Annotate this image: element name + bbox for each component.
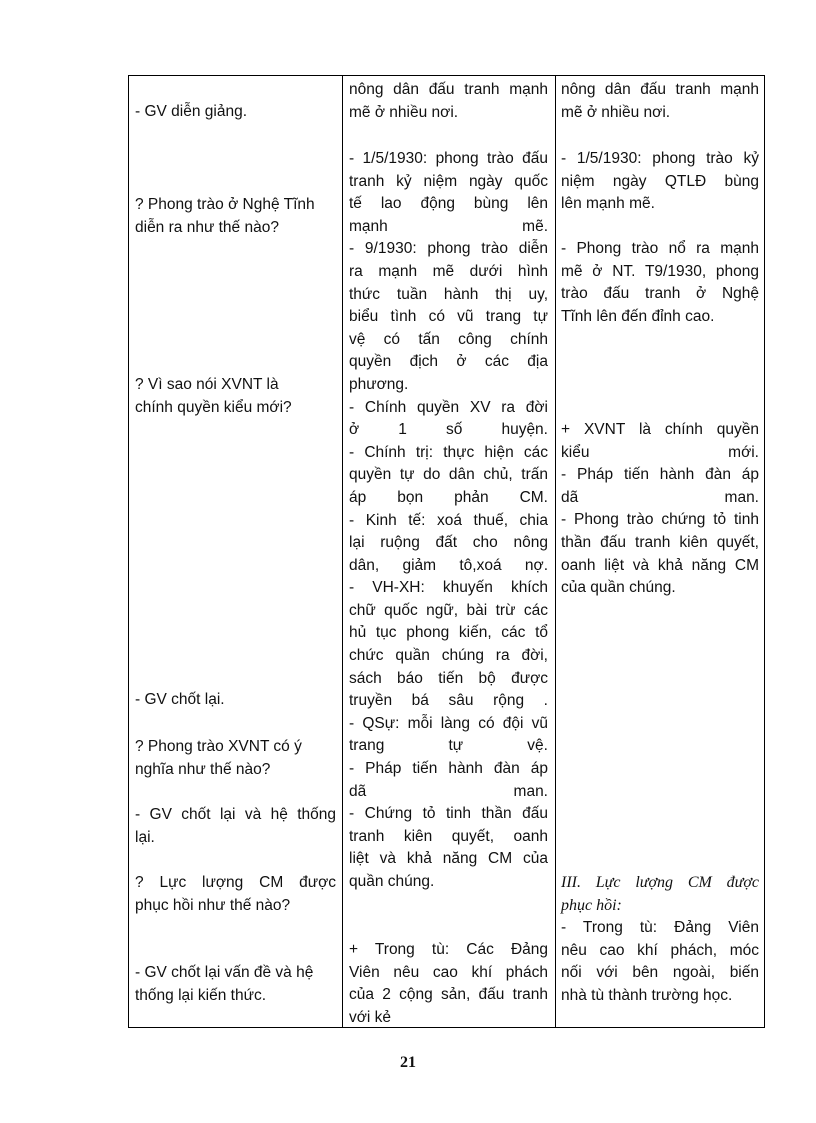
text-line: của 2 cộng sản, đấu tranh [349, 986, 548, 1004]
text-block [349, 148, 548, 894]
text-block [135, 101, 336, 124]
text-line: quần chúng. [349, 873, 435, 890]
text-block [561, 238, 759, 328]
text-line: - VH-XH: khuyến khích [349, 579, 548, 597]
column-divider [342, 76, 343, 1027]
text-line: mạnh mẽ. [349, 217, 548, 235]
text-line: - Trong tù: Đảng Viên [561, 919, 759, 936]
text-line: - GV diễn giảng. [135, 103, 248, 120]
text-line: - Chính trị: thực hiện các [349, 443, 548, 461]
text-line: biểu tình có vũ trang tự [349, 308, 548, 326]
text-block [561, 148, 759, 216]
text-line: dã man. [561, 488, 759, 506]
text-block [349, 79, 548, 124]
text-line: oanh liệt và khả năng CM [561, 556, 759, 574]
lesson-table [128, 75, 765, 1028]
text-line: tranh kiên quyết, oanh [349, 827, 548, 845]
text-line: lại ruộng đất cho nông [349, 534, 548, 552]
text-line: ? Lực lượng CM được [135, 874, 336, 891]
text-line: trào đấu tranh ở Nghệ [561, 285, 759, 303]
text-line: sách báo tiến bộ được [349, 669, 548, 687]
text-block [135, 689, 336, 712]
text-line: lên mạnh mẽ. [561, 195, 655, 213]
text-line: thức tuần hành thị uy, [349, 285, 548, 303]
text-line: III. Lực lượng CM được [561, 874, 759, 891]
text-line: áp bọn phản CM. [349, 488, 548, 506]
text-block [349, 939, 548, 1029]
text-line: - Pháp tiến hành đàn áp [561, 466, 759, 484]
text-line: ? Vì sao nói XVNT là [135, 376, 279, 393]
text-line: niệm ngày QTLĐ bùng [561, 172, 759, 190]
section-heading [561, 872, 759, 917]
text-line: thống lại kiến thức. [135, 986, 267, 1004]
text-line: dân, giảm tô,xoá nợ. [349, 556, 548, 574]
text-block [135, 374, 336, 419]
text-line: ? Phong trào XVNT có ý [135, 738, 302, 755]
text-line: phương. [349, 375, 409, 393]
text-line: - QSự: mỗi làng có đội vũ [349, 714, 548, 732]
text-line: - GV chốt lại vấn đề và hệ [135, 964, 314, 981]
text-line: - Chứng tỏ tinh thần đấu [349, 805, 548, 823]
text-line: hủ tục phong kiến, các tổ [349, 624, 548, 642]
text-line: Viên nêu cao khí phách [349, 963, 548, 981]
text-line: diễn ra như thế nào? [135, 218, 279, 236]
text-line: - Phong trào chứng tỏ tinh [561, 511, 759, 529]
text-line: nông dân đấu tranh mạnh [349, 81, 548, 98]
text-line: + Trong tù: Các Đảng [349, 941, 548, 958]
text-line: chữ quốc ngữ, bài trừ các [349, 601, 548, 619]
text-line: - Pháp tiến hành đàn áp [349, 760, 548, 778]
text-line: - 1/5/1930: phong trào kỷ [561, 150, 759, 167]
text-line: ở 1 số huyện. [349, 421, 548, 439]
text-block [135, 872, 336, 917]
text-line: - Phong trào nổ ra mạnh [561, 240, 759, 257]
text-line: nhà tù thành trường học. [561, 986, 733, 1004]
text-line: ra mạnh mẽ dưới hình [349, 262, 548, 280]
text-line: vệ có tấn công chính [349, 330, 548, 348]
text-line: mẽ ở NT. T9/1930, phong [561, 262, 759, 280]
text-line: - Kinh tế: xoá thuế, chia [349, 511, 548, 529]
text-line: ? Phong trào ở Nghệ Tĩnh [135, 196, 315, 213]
text-line: tế lao động bùng lên [349, 195, 548, 213]
text-line: tranh kỷ niệm ngày quốc [349, 172, 548, 190]
text-line: chính quyền kiểu mới? [135, 398, 292, 416]
text-line: - GV chốt lại. [135, 691, 225, 708]
text-block [135, 194, 336, 239]
text-block [561, 419, 759, 600]
text-line: quyền tự do dân chủ, trấn [349, 466, 548, 484]
text-line: với kẻ [349, 1008, 392, 1026]
text-line: truyền bá sâu rộng . [349, 692, 548, 710]
text-line: - Chính quyền XV ra đời [349, 398, 548, 416]
text-line: mẽ ở nhiều nơi. [349, 103, 459, 121]
text-line: dã man. [349, 782, 548, 800]
text-line: nối với bên ngoài, biến [561, 964, 759, 982]
text-line: chức quần chúng ra đời, [349, 647, 548, 665]
text-block [135, 962, 336, 1007]
text-line: + XVNT là chính quyền [561, 421, 759, 438]
text-block [135, 736, 336, 781]
text-line: lại. [135, 828, 155, 846]
text-line: nêu cao khí phách, móc [561, 941, 759, 959]
text-line: thần đấu tranh kiên quyết, [561, 533, 759, 551]
text-line: trang tự vệ. [349, 737, 548, 755]
text-line: phục hồi như thế nào? [135, 896, 291, 914]
column-divider [555, 76, 556, 1027]
text-block [135, 804, 336, 849]
text-line: - 9/1930: phong trào diễn [349, 240, 548, 258]
text-line: - 1/5/1930: phong trào đấu [349, 150, 548, 167]
text-line: - GV chốt lại và hệ thống [135, 806, 336, 823]
text-line: mẽ ở nhiều nơi. [561, 103, 671, 121]
text-line: Tĩnh lên đến đỉnh cao. [561, 307, 715, 325]
text-line: kiểu mới. [561, 443, 759, 461]
text-line: liệt và khả năng CM của [349, 850, 548, 868]
text-block [561, 917, 759, 1007]
text-line: phục hồi: [561, 896, 622, 914]
text-line: của quần chúng. [561, 579, 676, 597]
text-line: nghĩa như thế nào? [135, 760, 271, 778]
page-number: 21 [400, 1054, 416, 1071]
text-line: nông dân đấu tranh mạnh [561, 81, 759, 98]
text-line: quyền địch ở các địa [349, 353, 548, 371]
text-block [561, 79, 759, 124]
